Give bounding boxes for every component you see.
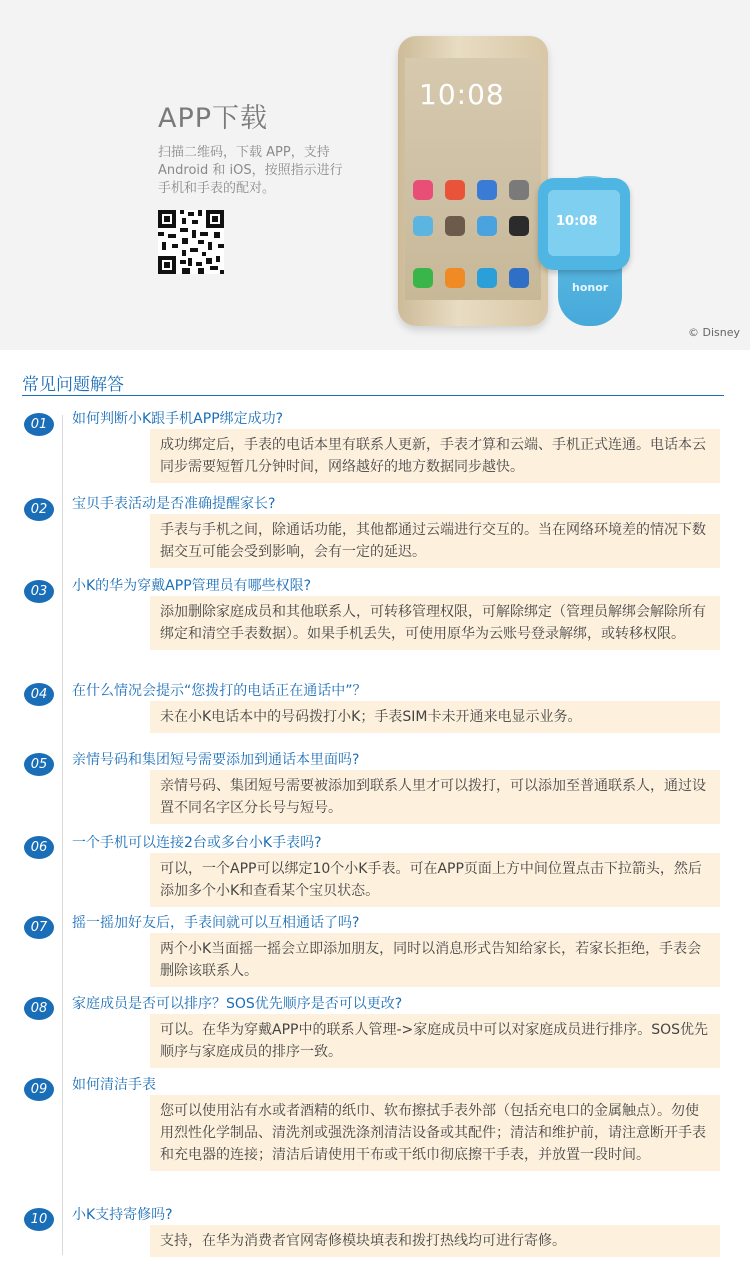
app-icon — [509, 216, 529, 236]
faq-number-badge: 08 — [24, 997, 54, 1020]
faq-number-badge: 09 — [24, 1078, 54, 1101]
messages-app-icon — [477, 268, 497, 288]
faq-question: 摇一摇加好友后，手表间就可以互相通话了吗? — [72, 915, 360, 931]
faq-title: 常见问题解答 — [22, 375, 124, 395]
faq-question: 家庭成员是否可以排序？SOS优先顺序是否可以更改? — [72, 996, 403, 1012]
phone-clock: 10:08 — [419, 78, 505, 111]
faq-number-badge: 06 — [24, 836, 54, 859]
faq-answer: 未在小K电话本中的号码拨打小K；手表SIM卡未开通来电显示业务。 — [150, 701, 720, 733]
faq-number-badge: 04 — [24, 683, 54, 706]
faq-question: 如何判断小K跟手机APP绑定成功? — [72, 411, 284, 427]
app-icon — [445, 216, 465, 236]
faq-answer: 可以。在华为穿戴APP中的联系人管理->家庭成员中可以对家庭成员进行排序。SOS优先顺序与家庭成员的排序一致。 — [150, 1014, 720, 1068]
app-icon — [477, 216, 497, 236]
faq-answer: 手表与手机之间，除通话功能，其他都通过云端进行交互的。当在网络环境差的情况下数据交互可能会受到影响，会有一定的延迟。 — [150, 514, 720, 568]
faq-number-badge: 02 — [24, 498, 54, 521]
app-icon — [445, 180, 465, 200]
watch-brand-logo: honor — [572, 281, 609, 294]
faq-timeline — [62, 415, 63, 1255]
app-icon — [477, 180, 497, 200]
phone-app-icon — [413, 268, 433, 288]
faq-answer: 可以，一个APP可以绑定10个小K手表。可在APP页面上方中间位置点击下拉箭头，然后添加多个小K和查看某个宝贝状态。 — [150, 853, 720, 907]
phone-image — [398, 36, 548, 326]
app-icon — [509, 180, 529, 200]
app-icon — [413, 216, 433, 236]
watch-time: 10:08 — [556, 214, 598, 229]
faq-answer: 支持，在华为消费者官网寄修模块填表和拨打热线均可进行寄修。 — [150, 1225, 720, 1257]
qr-code-icon[interactable] — [158, 210, 224, 274]
faq-question: 宝贝手表活动是否准确提醒家长? — [72, 496, 276, 512]
browser-app-icon — [509, 268, 529, 288]
faq-question: 亲情号码和集团短号需要添加到通话本里面吗? — [72, 752, 360, 768]
app-download-banner — [0, 0, 750, 350]
faq-divider — [22, 395, 724, 396]
app-download-description: 扫描二维码，下载 APP，支持 Android 和 iOS，按照指示进行手机和手表的配对。 — [158, 145, 343, 196]
faq-answer: 两个小K当面摇一摇会立即添加朋友，同时以消息形式告知给家长，若家长拒绝，手表会删除该联系人。 — [150, 933, 720, 987]
faq-number-badge: 10 — [24, 1208, 54, 1231]
faq-question: 在什么情况会提示“您拨打的电话正在通话中”？ — [72, 683, 367, 699]
disney-copyright: © Disney — [687, 326, 740, 339]
faq-question: 一个手机可以连接2台或多台小K手表吗? — [72, 835, 322, 851]
faq-number-badge: 07 — [24, 916, 54, 939]
phone-screen — [405, 58, 541, 300]
faq-question: 如何清洁手表 — [72, 1077, 156, 1093]
faq-answer: 成功绑定后，手表的电话本里有联系人更新，手表才算和云端、手机正式连通。电话本云同步需要短暂几分钟时间，网络越好的地方数据同步越快。 — [150, 429, 720, 483]
app-icon — [413, 180, 433, 200]
faq-number-badge: 03 — [24, 580, 54, 603]
faq-answer: 您可以使用沾有水或者酒精的纸巾、软布擦拭手表外部（包括充电口的金属触点）。勿使用烈性化学制品、清洗剂或强洗涤剂清洁设备或其配件；清洁和维护前，请注意断开手表和充电器的连接；清洁后请使用干布或干纸巾彻底擦干手表，并放置一段时间。 — [150, 1095, 720, 1171]
faq-answer: 亲情号码、集团短号需要被添加到联系人里才可以拨打，可以添加至普通联系人，通过设置不同名字区分长号与短号。 — [150, 770, 720, 824]
faq-question: 小K支持寄修吗? — [72, 1207, 173, 1223]
faq-number-badge: 01 — [24, 413, 54, 436]
faq-answer: 添加删除家庭成员和其他联系人，可转移管理权限，可解除绑定（管理员解绑会解除所有绑定和清空手表数据）。如果手机丢失，可使用原华为云账号登录解绑，或转移权限。 — [150, 596, 720, 650]
faq-number-badge: 05 — [24, 753, 54, 776]
app-download-title: APP下载 — [158, 103, 269, 134]
faq-question: 小K的华为穿戴APP管理员有哪些权限? — [72, 578, 312, 594]
contacts-app-icon — [445, 268, 465, 288]
